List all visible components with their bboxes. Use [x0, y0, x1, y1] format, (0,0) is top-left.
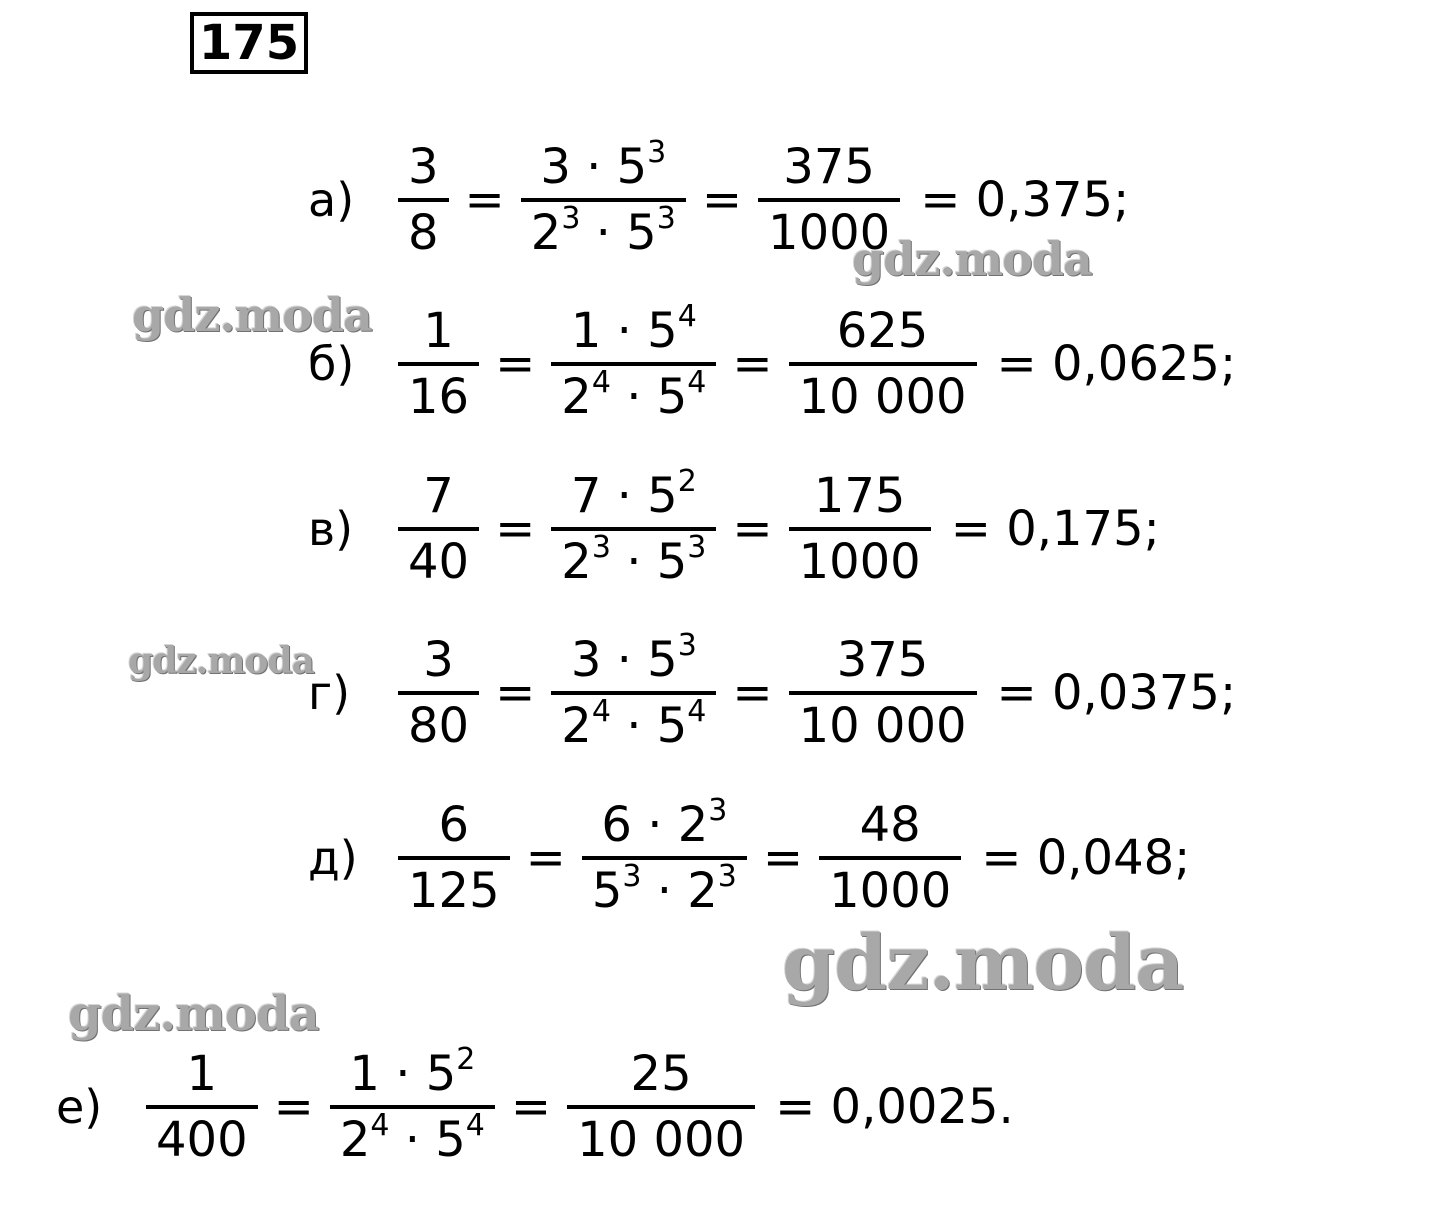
exponent: 4: [465, 1108, 485, 1143]
denominator: [521, 202, 686, 264]
numerator: 6: [438, 797, 470, 853]
numerator: 375: [836, 632, 929, 688]
denominator: 125: [408, 863, 500, 919]
denominator: [551, 531, 716, 593]
equals-sign: =: [701, 172, 743, 228]
decimal-result: = 0,0375;: [996, 665, 1237, 721]
decimal-result: = 0,175;: [950, 501, 1160, 557]
equals-sign: =: [464, 172, 505, 228]
numerator-base: 3 · 5: [570, 632, 678, 688]
denominator-factor: 2: [561, 534, 592, 590]
decimal-result: = 0,0025.: [775, 1079, 1014, 1135]
denominator-factor: 2: [339, 1112, 371, 1168]
exponent: 4: [687, 694, 707, 729]
equals-sign: =: [525, 830, 566, 886]
equals-sign: =: [273, 1079, 314, 1135]
watermark: gdz.moda: [68, 986, 319, 1042]
watermark: gdz.moda: [852, 232, 1092, 286]
numerator: 3: [423, 632, 454, 688]
denominator: [551, 695, 716, 757]
exponent: 3: [656, 201, 676, 236]
equation-row: [308, 788, 1190, 928]
numerator-base: 6 · 2: [601, 797, 709, 853]
numerator: 3: [408, 139, 439, 195]
equals-sign: =: [732, 665, 773, 721]
decimal-result: = 0,048;: [981, 830, 1191, 886]
exponent: 4: [677, 299, 697, 334]
exponent: 3: [622, 859, 642, 894]
item-label: в): [308, 502, 354, 556]
item-label: е): [56, 1080, 103, 1134]
watermark: gdz.moda: [782, 918, 1184, 1007]
numerator: 1: [186, 1046, 218, 1102]
fraction: [551, 465, 716, 593]
exponent: 4: [687, 365, 707, 400]
denominator-factor: · 5: [610, 698, 688, 754]
equals-sign: =: [732, 501, 773, 557]
item-label: б): [308, 337, 355, 391]
fraction: [146, 1043, 258, 1171]
equals-sign: =: [762, 830, 804, 886]
fraction: [582, 794, 747, 922]
numerator: 1: [423, 303, 454, 359]
numerator: 375: [783, 139, 875, 195]
numerator-base: 3 · 5: [540, 139, 648, 195]
equals-sign: =: [510, 1079, 552, 1135]
watermark: gdz.moda: [132, 288, 372, 342]
fraction: [330, 1043, 495, 1171]
equals-sign: =: [495, 336, 536, 392]
equation-row: [308, 459, 1160, 599]
item-label: г): [308, 666, 351, 720]
fraction: [398, 794, 510, 922]
numerator: 48: [859, 797, 921, 853]
fraction: [789, 465, 931, 593]
fraction: [551, 629, 716, 757]
exponent: 2: [677, 464, 697, 499]
numerator: [561, 465, 707, 527]
denominator: 40: [408, 534, 470, 590]
denominator-factor: · 5: [389, 1112, 466, 1168]
denominator-factor: · 2: [641, 863, 718, 919]
denominator-factor: 2: [561, 369, 592, 425]
equals-sign: =: [495, 501, 536, 557]
fraction: [521, 136, 686, 264]
fraction: [789, 300, 977, 428]
denominator: [582, 860, 747, 922]
equals-sign: =: [495, 665, 536, 721]
numerator: [591, 794, 737, 856]
denominator-factor: · 5: [610, 534, 688, 590]
numerator-base: 1 · 5: [349, 1046, 457, 1102]
denominator: 1000: [829, 863, 952, 919]
exponent: 4: [591, 694, 611, 729]
exponent: 4: [591, 365, 611, 400]
fraction: [398, 465, 479, 593]
numerator: [561, 629, 707, 691]
decimal-result: = 0,375;: [920, 172, 1130, 228]
exponent: 3: [647, 135, 667, 170]
equation-row: [56, 1037, 1014, 1177]
equation-row: [308, 294, 1236, 434]
exponent: 3: [687, 530, 707, 565]
equals-sign: =: [732, 336, 773, 392]
denominator-factor: · 5: [580, 205, 657, 261]
denominator: 8: [408, 205, 439, 261]
denominator-factor: 2: [561, 698, 592, 754]
numerator-base: 1 · 5: [570, 303, 678, 359]
exponent: 4: [370, 1108, 390, 1143]
numerator: 175: [813, 468, 906, 524]
denominator: 10 000: [798, 698, 967, 754]
fraction: [819, 794, 961, 922]
numerator: [339, 1043, 485, 1105]
exponent: 2: [456, 1042, 476, 1077]
denominator-factor: · 5: [610, 369, 688, 425]
fraction: [398, 300, 479, 428]
denominator: 400: [156, 1112, 248, 1168]
denominator: 1000: [798, 534, 921, 590]
numerator: 7: [423, 468, 454, 524]
exponent: 3: [677, 628, 697, 663]
denominator: 10 000: [798, 369, 967, 425]
fraction: [551, 300, 716, 428]
exponent: 3: [591, 530, 611, 565]
fraction: [567, 1043, 755, 1171]
numerator-base: 7 · 5: [570, 468, 678, 524]
numerator: [561, 300, 707, 362]
denominator: [551, 366, 716, 428]
fraction: [398, 136, 449, 264]
denominator: 1000: [768, 205, 891, 261]
problem-number: 175: [190, 12, 308, 74]
denominator: 16: [408, 369, 470, 425]
decimal-result: = 0,0625;: [996, 336, 1237, 392]
watermark: gdz.moda: [128, 640, 314, 682]
numerator: 25: [630, 1046, 692, 1102]
denominator: 10 000: [577, 1112, 746, 1168]
fraction: [398, 629, 479, 757]
numerator: 625: [836, 303, 929, 359]
exponent: 3: [717, 859, 737, 894]
numerator: [530, 136, 676, 198]
exponent: 3: [561, 201, 581, 236]
item-label: д): [308, 831, 358, 885]
equation-row: [308, 623, 1236, 763]
denominator-factor: 2: [530, 205, 562, 261]
fraction: [789, 629, 977, 757]
item-label: а): [308, 173, 355, 227]
denominator: 80: [408, 698, 470, 754]
denominator: [330, 1109, 495, 1171]
denominator-factor: 5: [591, 863, 623, 919]
exponent: 3: [708, 793, 728, 828]
